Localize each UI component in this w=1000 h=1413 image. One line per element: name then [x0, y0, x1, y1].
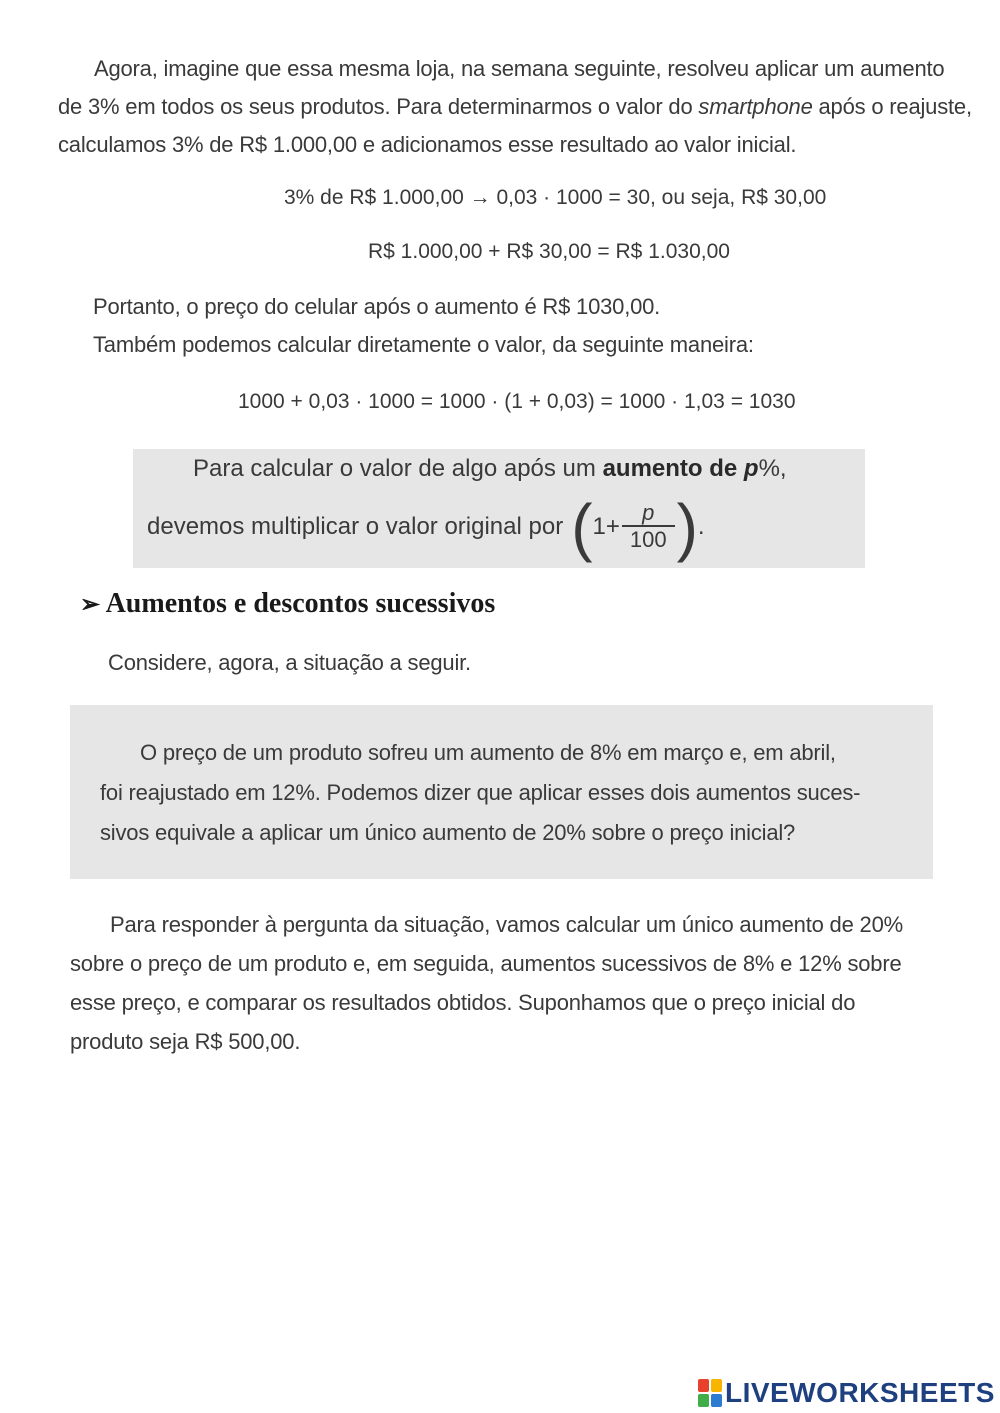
intro-line-1: Agora, imagine que essa mesma loja, na semana seguinte, resolveu aplicar um aumento	[94, 56, 945, 81]
rule-box	[133, 449, 865, 568]
open-paren: (	[571, 491, 593, 563]
answer-line-3: esse preço, e comparar os resultados obtidos. Suponhamos que o preço inicial do	[70, 990, 856, 1015]
liveworksheets-logo-icon	[698, 1379, 722, 1407]
arrow-bullet-icon: ➢	[80, 592, 101, 618]
close-paren: )	[676, 491, 698, 563]
answer-paragraph	[70, 905, 940, 1061]
intro-line-2: de 3% em todos os seus produtos. Para determinarmos o valor do smartphone após o reajuste,	[58, 94, 972, 119]
section-title: Aumentos e descontos sucessivos	[105, 588, 496, 619]
consider-text: Considere, agora, a situação a seguir.	[108, 650, 471, 675]
situation-text	[100, 733, 920, 853]
liveworksheets-logo	[698, 1377, 995, 1409]
answer-line-4: produto seja R$ 500,00.	[70, 1029, 301, 1054]
conclusion-line-1: Portanto, o preço do celular após o aumento é R$ 1030,00.	[93, 294, 661, 319]
equation-percent-of-value: 3% de R$ 1.000,00 → 0,03 · 1000 = 30, ou seja, R$ 30,00	[284, 186, 827, 209]
rule-line-1: Para calcular o valor de algo após um aumento de p%,	[193, 455, 787, 482]
conclusion-line-2: Também podemos calcular diretamente o valor, da seguinte maneira:	[93, 332, 754, 357]
equation-direct: 1000 + 0,03 · 1000 = 1000 · (1 + 0,03) = 1000 · 1,03 = 1030	[238, 390, 796, 413]
situation-box	[70, 705, 933, 879]
equation-sum: R$ 1.000,00 + R$ 30,00 = R$ 1.030,00	[368, 240, 730, 263]
situation-line-1: O preço de um produto sofreu um aumento de 8% em março e, em abril,	[140, 740, 836, 765]
answer-line-1: Para responder à pergunta da situação, vamos calcular um único aumento de 20%	[110, 912, 903, 937]
rule-line-2: devemos multiplicar o valor original por ( 1+ $\frac{p}{100}$ ) .	[147, 491, 705, 563]
intro-line-3: calculamos 3% de R$ 1.000,00 e adicionamos esse resultado ao valor inicial.	[58, 132, 797, 157]
intro-paragraph	[58, 50, 972, 164]
answer-line-2: sobre o preço de um produto e, em seguida, aumentos sucessivos de 8% e 12% sobre	[70, 951, 902, 976]
fraction-p-over-100: $\frac{p}{100}$	[622, 501, 675, 553]
conclusion-paragraph	[93, 288, 953, 364]
liveworksheets-wordmark: LIVEWORKSHEETS	[725, 1377, 995, 1408]
section-heading	[80, 588, 495, 620]
situation-line-3: sivos equivale a aplicar um único aumento de 20% sobre o preço inicial?	[100, 820, 796, 845]
situation-line-2: foi reajustado em 12%. Podemos dizer que aplicar esses dois aumentos suces-	[100, 780, 861, 805]
